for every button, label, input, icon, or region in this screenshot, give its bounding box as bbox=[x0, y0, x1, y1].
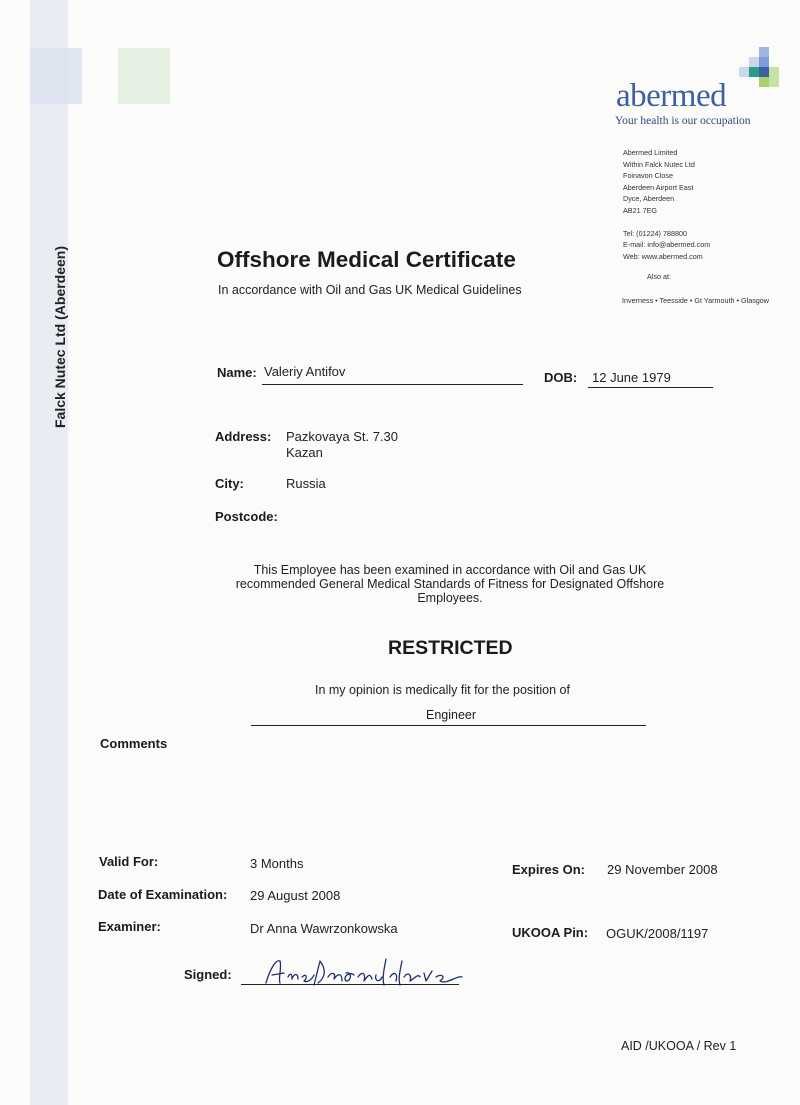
company-line: Dyce, Aberdeen bbox=[623, 194, 675, 204]
abermed-logo-text: abermed bbox=[616, 78, 727, 114]
exam-date-label: Date of Examination: bbox=[98, 887, 228, 902]
logo-square bbox=[739, 67, 749, 77]
opinion-text: In my opinion is medically fit for the position of bbox=[315, 683, 570, 697]
examination-statement: This Employee has been examined in accordance with Oil and Gas UK recommended General Medical Standards of Fitness for Designated Offshore Employees. bbox=[235, 563, 665, 605]
dob-value: 12 June 1979 bbox=[592, 370, 671, 385]
dob-underline bbox=[588, 387, 713, 388]
expires-label: Expires On: bbox=[512, 862, 585, 877]
company-line: AB21 7EG bbox=[623, 205, 657, 215]
logo-square bbox=[749, 67, 759, 77]
signed-label: Signed: bbox=[184, 967, 232, 982]
logo-square bbox=[759, 67, 769, 77]
form-reference-code: AID /UKOOA / Rev 1 bbox=[621, 1039, 737, 1053]
decorative-square bbox=[118, 48, 170, 104]
company-line: Foinavon Close bbox=[623, 171, 673, 181]
logo-tagline: Your health is our occupation bbox=[615, 115, 751, 127]
position-value: Engineer bbox=[426, 708, 477, 722]
company-email: E-mail: info@abermed.com bbox=[623, 240, 711, 250]
address-line2: Kazan bbox=[286, 445, 323, 460]
name-value: Valeriy Antifov bbox=[264, 364, 346, 379]
sidebar-vertical-text: Falck Nutec Ltd (Aberdeen) bbox=[52, 245, 68, 429]
logo-square bbox=[759, 47, 769, 57]
valid-for-value: 3 Months bbox=[250, 856, 304, 871]
company-line: Within Falck Nutec Ltd bbox=[623, 159, 695, 169]
address-line1: Pazkovaya St. 7.30 bbox=[286, 429, 399, 444]
ukooa-pin-value: OGUK/2008/1197 bbox=[606, 926, 709, 941]
company-line: Aberdeen Airport East bbox=[623, 182, 694, 192]
company-tel: Tel: (01224) 788800 bbox=[623, 228, 687, 238]
page-subtitle: In accordance with Oil and Gas UK Medical Guidelines bbox=[218, 283, 522, 297]
fitness-status: RESTRICTED bbox=[388, 637, 513, 659]
expires-value: 29 November 2008 bbox=[607, 862, 718, 877]
also-at-label: Also at: bbox=[647, 272, 671, 281]
logo-square bbox=[759, 57, 769, 67]
examiner-label: Examiner: bbox=[98, 919, 161, 934]
address-label: Address: bbox=[215, 429, 272, 444]
company-line: Abermed Limited bbox=[623, 148, 678, 157]
logo-square bbox=[749, 57, 759, 67]
handwritten-signature bbox=[262, 955, 472, 991]
logo-square bbox=[769, 77, 779, 87]
city-value: Russia bbox=[286, 476, 326, 491]
position-underline bbox=[251, 725, 646, 726]
company-web: Web: www.abermed.com bbox=[623, 251, 703, 261]
company-address-block bbox=[623, 147, 710, 262]
valid-for-label: Valid For: bbox=[99, 854, 159, 869]
name-underline bbox=[262, 384, 523, 385]
office-locations: Inverness • Teesside • Gt Yarmouth • Glasgow bbox=[622, 296, 769, 305]
ukooa-pin-label: UKOOA Pin: bbox=[512, 925, 589, 940]
postcode-label: Postcode: bbox=[215, 509, 278, 524]
decorative-square bbox=[30, 48, 82, 104]
page-title: Offshore Medical Certificate bbox=[217, 247, 516, 272]
logo-square bbox=[759, 77, 769, 87]
examiner-value: Dr Anna Wawrzonkowska bbox=[250, 921, 398, 936]
exam-date-value: 29 August 2008 bbox=[250, 888, 341, 903]
comments-label: Comments bbox=[100, 736, 168, 751]
city-label: City: bbox=[215, 476, 244, 491]
name-label: Name: bbox=[217, 365, 257, 380]
dob-label: DOB: bbox=[544, 370, 578, 385]
logo-square bbox=[769, 67, 779, 77]
sidebar-band bbox=[30, 0, 68, 1105]
